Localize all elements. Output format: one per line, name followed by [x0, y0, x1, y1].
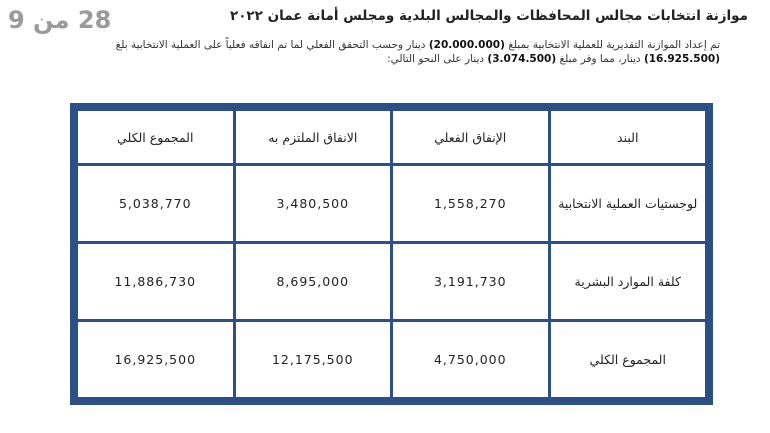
row-actual: 3,191,730 [392, 243, 550, 321]
document-title: موازنة انتخابات مجالس المحافظات والمجالس البلدية ومجلس أمانة عمان ٢٠٢٢ [229, 8, 748, 24]
budget-amount: (20.000.000) [428, 39, 505, 51]
header-item: البند [549, 110, 707, 165]
paragraph-text-2: دينار وحسب التحقق الفعلي لما تم انفاقه فعلياً على العملية الانتخابية بلغ [115, 39, 426, 51]
spent-amount: (16.925.500) [643, 53, 720, 65]
row-committed: 12,175,500 [234, 321, 392, 399]
header-committed: الانفاق الملتزم به [234, 110, 392, 165]
row-item: كلفة الموارد البشرية [549, 243, 707, 321]
header-total: المجموع الكلي [77, 110, 235, 165]
page-counter: 28 من 9 [8, 6, 112, 34]
row-total: 11,886,730 [77, 243, 235, 321]
paragraph-text-3: دينار، مما وفر مبلغ [559, 53, 641, 65]
saved-amount: (3.074.500) [487, 53, 557, 65]
paragraph-text-1: تم إعداد الموازنة التقديرية للعملية الانتخابية بمبلغ [508, 39, 720, 51]
budget-table-frame [70, 103, 713, 405]
row-item: لوجستيات العملية الانتخابية [549, 165, 707, 243]
table-row [77, 243, 707, 321]
header-actual: الإنفاق الفعلي [392, 110, 550, 165]
row-committed: 8,695,000 [234, 243, 392, 321]
table-header-row [77, 110, 707, 165]
row-actual: 1,558,270 [392, 165, 550, 243]
row-total: 5,038,770 [77, 165, 235, 243]
table-row [77, 165, 707, 243]
paragraph-text-4: دينار على النحو التالي: [387, 53, 485, 65]
row-total: 16,925,500 [77, 321, 235, 399]
row-item: المجموع الكلي [549, 321, 707, 399]
row-committed: 3,480,500 [234, 165, 392, 243]
row-actual: 4,750,000 [392, 321, 550, 399]
table-row [77, 321, 707, 399]
document-paragraph [70, 38, 720, 66]
budget-table [75, 108, 708, 400]
